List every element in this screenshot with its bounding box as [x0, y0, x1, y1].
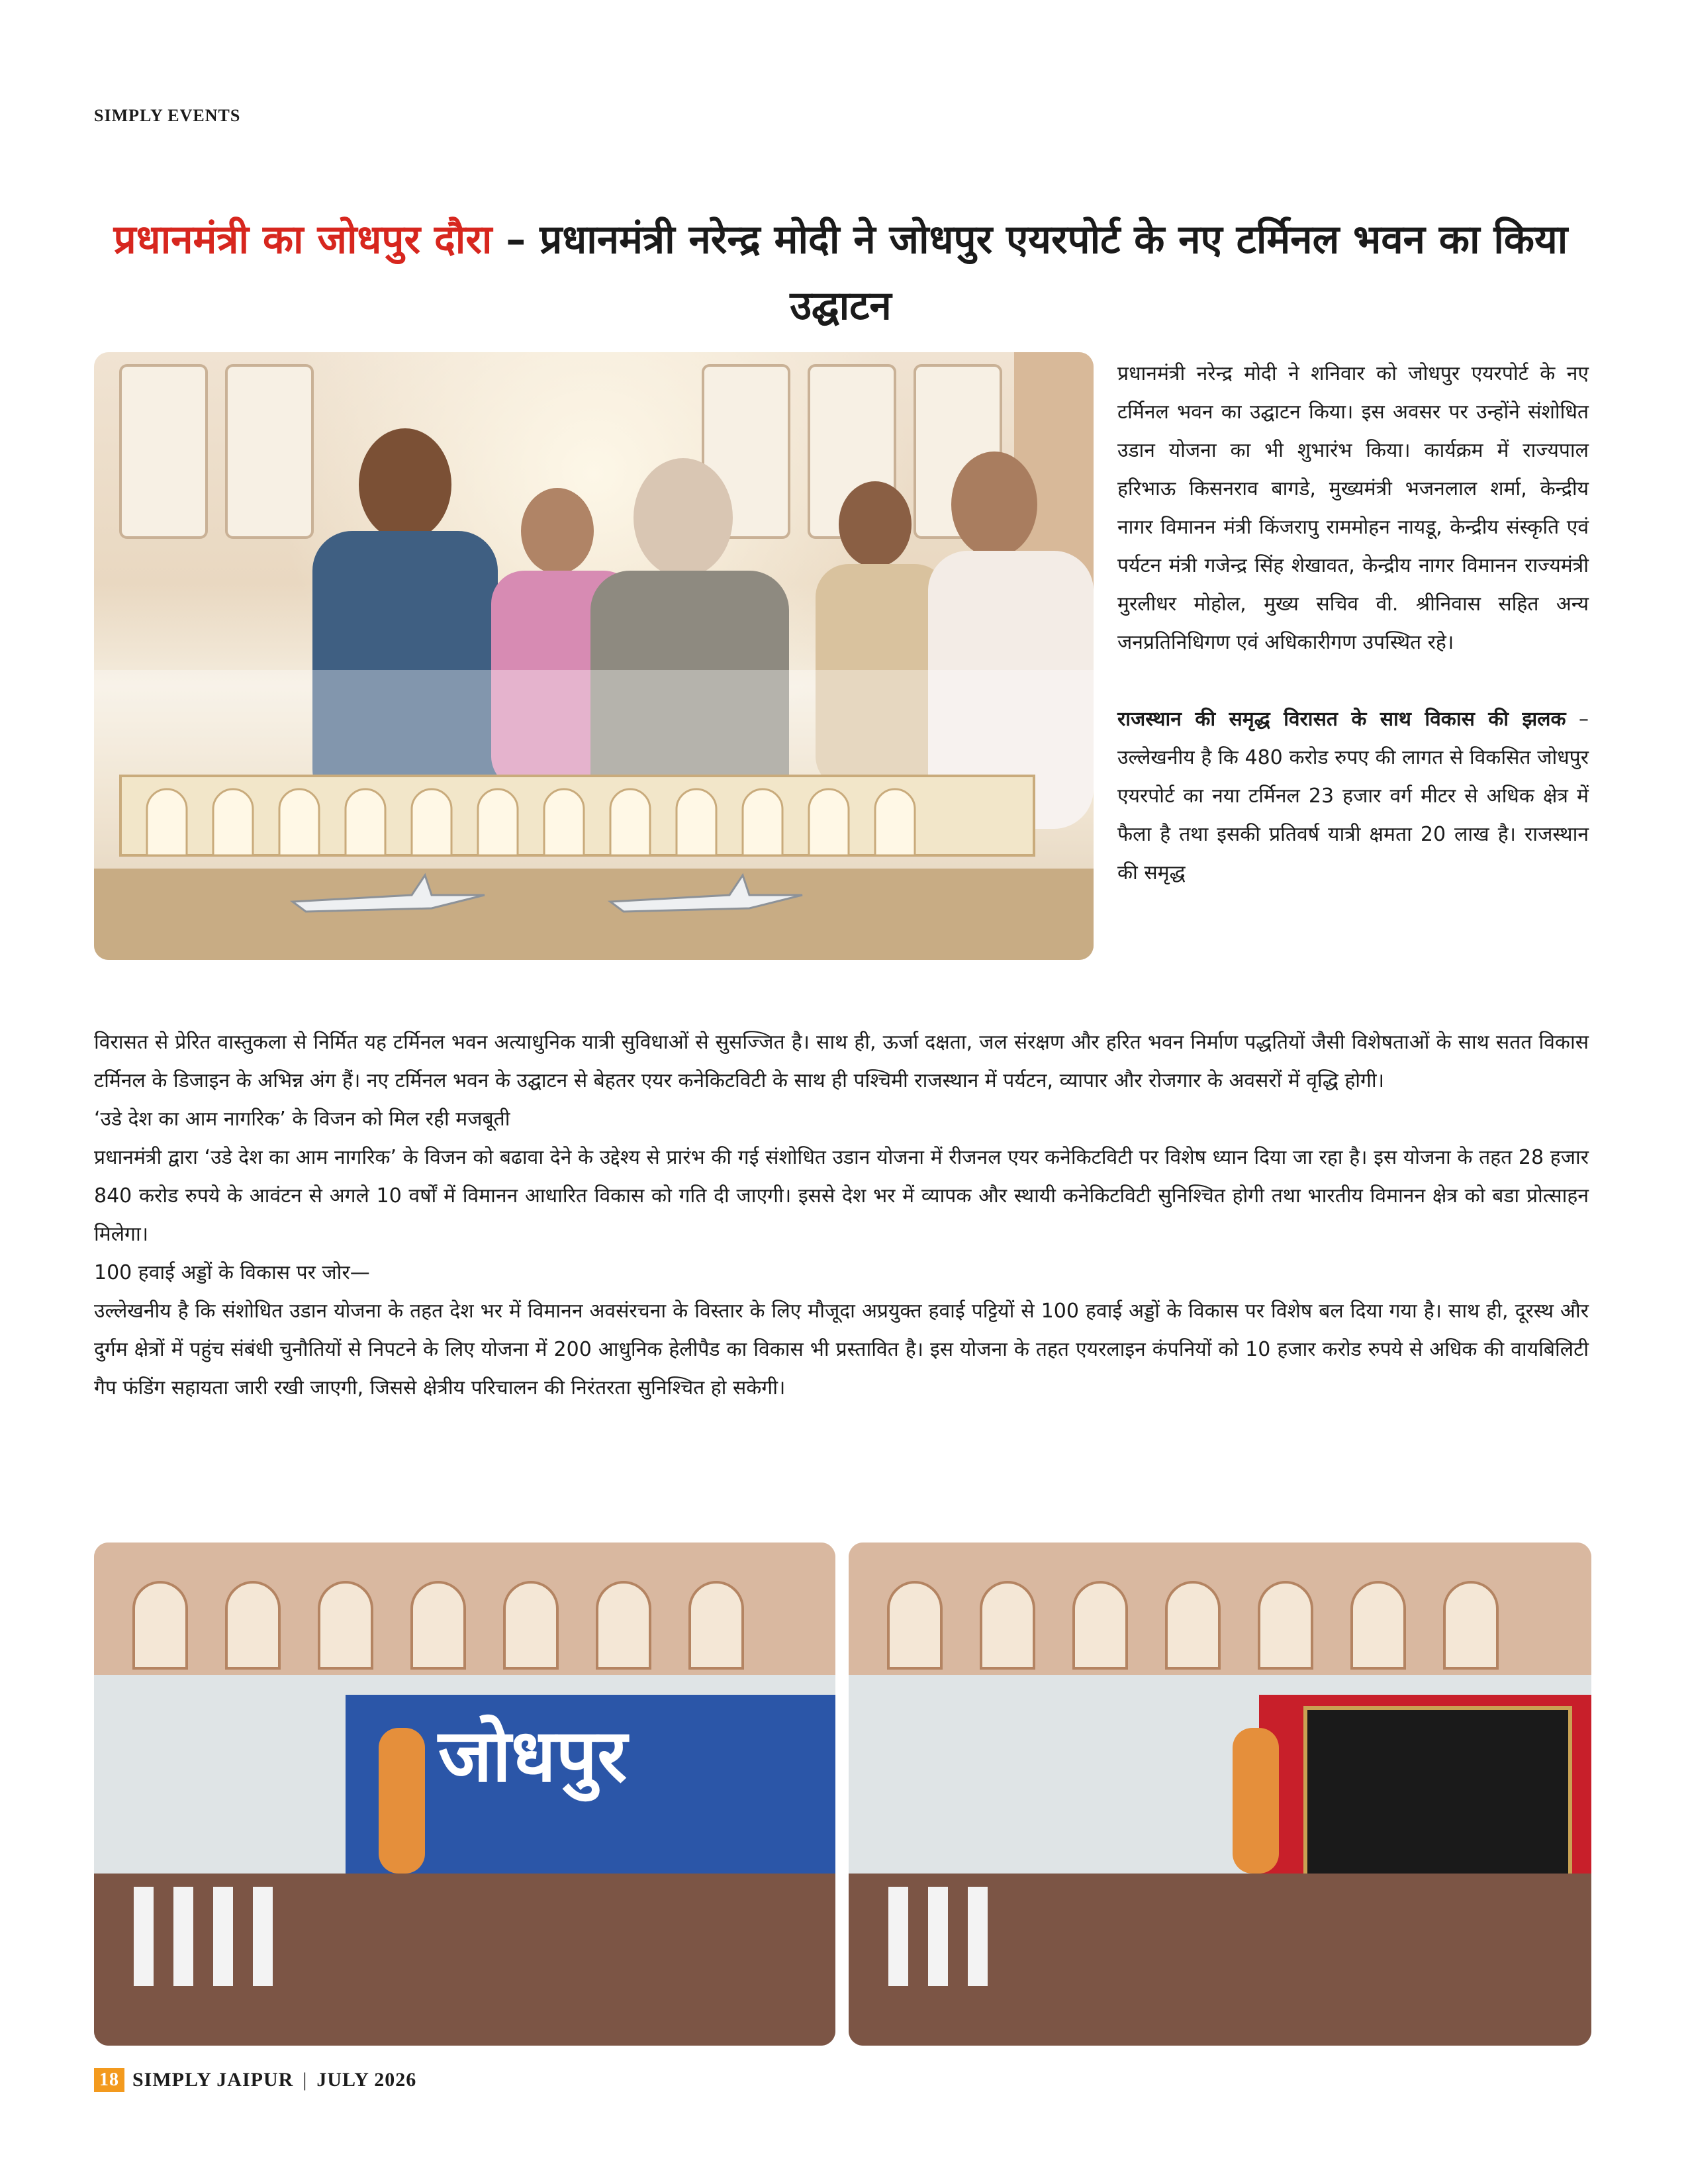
main-photo-terminal-model: [94, 352, 1094, 960]
headline-highlight: प्रधानमंत्री का जोधपुर दौरा: [113, 216, 492, 263]
section-tag: SIMPLY EVENTS: [94, 106, 241, 125]
heritage-text-part1: – उल्लेखनीय है कि 480 करोड रुपए की लागत से विकसित जोधपुर एयरपोर्ट का नया टर्मिनल 23 हजार वर्ग मीटर से अधिक क्षेत्र में फैला है तथा इसकी प्रतिवर्ष यात्री क्षमता 20 लाख है। राजस्थान की समृद्ध: [1117, 708, 1589, 884]
photo-inauguration-plaque: [849, 1543, 1591, 2046]
main-photo-illustration: [94, 352, 1094, 960]
footer-separator: |: [303, 2069, 308, 2091]
heritage-text-part2: विरासत से प्रेरित वास्तुकला से निर्मित यह टर्मिनल भवन अत्याधुनिक यात्री सुविधाओं से सुसज्जित है। साथ ही, ऊर्जा दक्षता, जल संरक्षण और हरित भवन निर्माण पद्धतियों जैसी विशेषताओं के साथ सतत विकास टर्मिनल के डिजाइन के अभिन्न अंग हैं। नए टर्मिनल भवन के उद्घाटन से बेहतर एयर कनेकिटविटी के साथ ही पश्चिमी राजस्थान में पर्यटन, व्यापार और रोजगार के अवसरों में वृद्धि होगी।: [94, 1031, 1589, 1092]
inauguration-illustration: [849, 1543, 1591, 2046]
page-footer: [94, 2065, 416, 2095]
heritage-subhead: राजस्थान की समृद्ध विरासत के साथ विकास की झलक: [1117, 708, 1566, 731]
intro-paragraph: प्रधानमंत्री नरेन्द्र मोदी ने शनिवार को जोधपुर एयरपोर्ट के नए टर्मिनल भवन का उद्घाटन किया। इस अवसर पर उन्होंने संशोधित उडान योजना का भी शुभारंभ किया। कार्यक्रम में राज्यपाल हरिभाऊ किसनराव बागडे, मुख्यमंत्री भजनलाल शर्मा, केन्द्रीय नागर विमानन मंत्री किंजरापु राममोहन नायडू, केन्द्रीय संस्कृति एवं पर्यटन मंत्री गजेन्द्र सिंह शेखावत, केन्द्रीय नागर विमानन राज्यमंत्री मुरलीधर मोहोल, मुख्य सचिव वी. श्रीनिवास सहित अन्य जनप्रतिनिधिगण एवं अधिकारीगण उपस्थित रहे।: [1117, 362, 1589, 654]
vision-subhead: ‘उडे देश का आम नागरिक’ के विजन को मिल रही मजबूती: [94, 1108, 510, 1131]
airports-subhead: 100 हवाई अड्डों के विकास पर जोर—: [94, 1261, 370, 1284]
headline-rest: – प्रधानमंत्री नरेन्द्र मोदी ने जोधपुर एयरपोर्ट के नए टर्मिनल भवन का किया उद्घाटन: [492, 216, 1568, 329]
screen-city-name: जोधपुर: [438, 1713, 628, 1798]
intro-column: [1117, 355, 1589, 892]
issue-date: JULY 2026: [316, 2069, 417, 2091]
page-number: 18: [94, 2068, 124, 2092]
magazine-name: SIMPLY JAIPUR: [132, 2069, 294, 2091]
body-column: [94, 1023, 1589, 1407]
terminal-hall-illustration: [94, 1543, 835, 2046]
heritage-paragraph: [1117, 700, 1589, 892]
article-headline: [93, 207, 1589, 339]
photo-terminal-hall-screen: [94, 1543, 835, 2046]
airports-paragraph: उल्लेखनीय है कि संशोधित उडान योजना के तहत देश भर में विमानन अवसंरचना के विस्तार के लिए मौजूदा अप्रयुक्त हवाई पट्टियों से 100 हवाई अड्डों के विकास पर विशेष बल दिया गया है। साथ ही, दूरस्थ और दुर्गम क्षेत्रों में पहुंच संबंधी चुनौतियों से निपटने के लिए योजना में 200 आधुनिक हेलीपैड का विकास भी प्रस्तावित है। इस योजना के तहत एयरलाइन कंपनियों को 10 हजार करोड रुपये से अधिक की वायबिलिटी गैप फंडिंग सहायता जारी रखी जाएगी, जिससे क्षेत्रीय परिचालन की निरंतरता सुनिश्चित हो सकेगी।: [94, 1300, 1589, 1400]
vision-paragraph: प्रधानमंत्री द्वारा ‘उडे देश का आम नागरिक’ के विजन को बढावा देने के उद्देश्य से प्रारंभ की गई संशोधित उडान योजना में रीजनल एयर कनेकिटविटी पर विशेष ध्यान दिया जा रहा है। इस योजना के तहत 28 हजार 840 करोड रुपये के आवंटन से अगले 10 वर्षों में विमानन आधारित विकास को गति दी जाएगी। इससे देश भर में व्यापक और स्थायी कनेकिटविटी सुनिश्चित होगी तथा भारतीय विमानन क्षेत्र को बडा प्रोत्साहन मिलेगा।: [94, 1146, 1589, 1246]
